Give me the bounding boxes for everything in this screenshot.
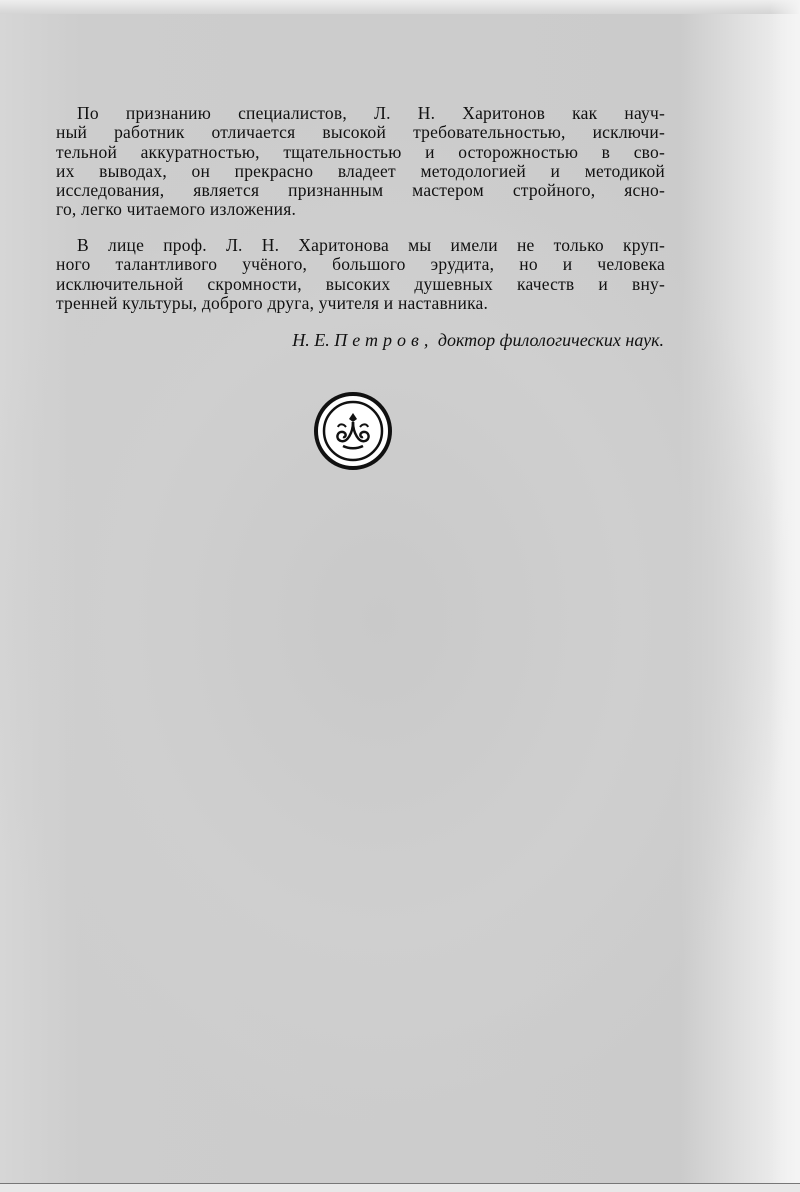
page-right-edge <box>770 0 800 1192</box>
page-bottom-edge <box>0 1183 800 1192</box>
text-line: тренней культуры, доброго друга, учителя и наставника. <box>56 293 489 313</box>
text-line: го, легко читаемого изложения. <box>56 199 297 219</box>
text-line: исключительной скромности, высоких душевных качеств и вну- <box>56 274 665 294</box>
text-line: тельной аккуратностью, тщательностью и осторожностью в сво- <box>56 142 665 162</box>
text-line: их выводах, он прекрасно владеет методологией и методикой <box>56 161 665 181</box>
text-line: По признанию специалистов, Л. Н. Харитонов как науч- <box>77 103 665 123</box>
signature-name: Петров, <box>334 330 434 350</box>
text-line: В лице проф. Л. Н. Харитонова мы имели не только круп- <box>77 235 665 255</box>
circular-floral-emblem-icon <box>313 391 393 471</box>
text-line: ного талантливого учёного, большого эрудита, но и человека <box>56 254 665 274</box>
text-line: исследования, является признанным мастером стройного, ясно- <box>56 180 665 200</box>
signature-title: доктор филологических наук. <box>437 330 664 350</box>
page-top-edge <box>0 0 800 14</box>
text-line: ный работник отличается высокой требовательностью, исключи- <box>56 122 665 142</box>
signature-initials: Н. Е. <box>292 330 330 350</box>
signature <box>292 330 664 351</box>
